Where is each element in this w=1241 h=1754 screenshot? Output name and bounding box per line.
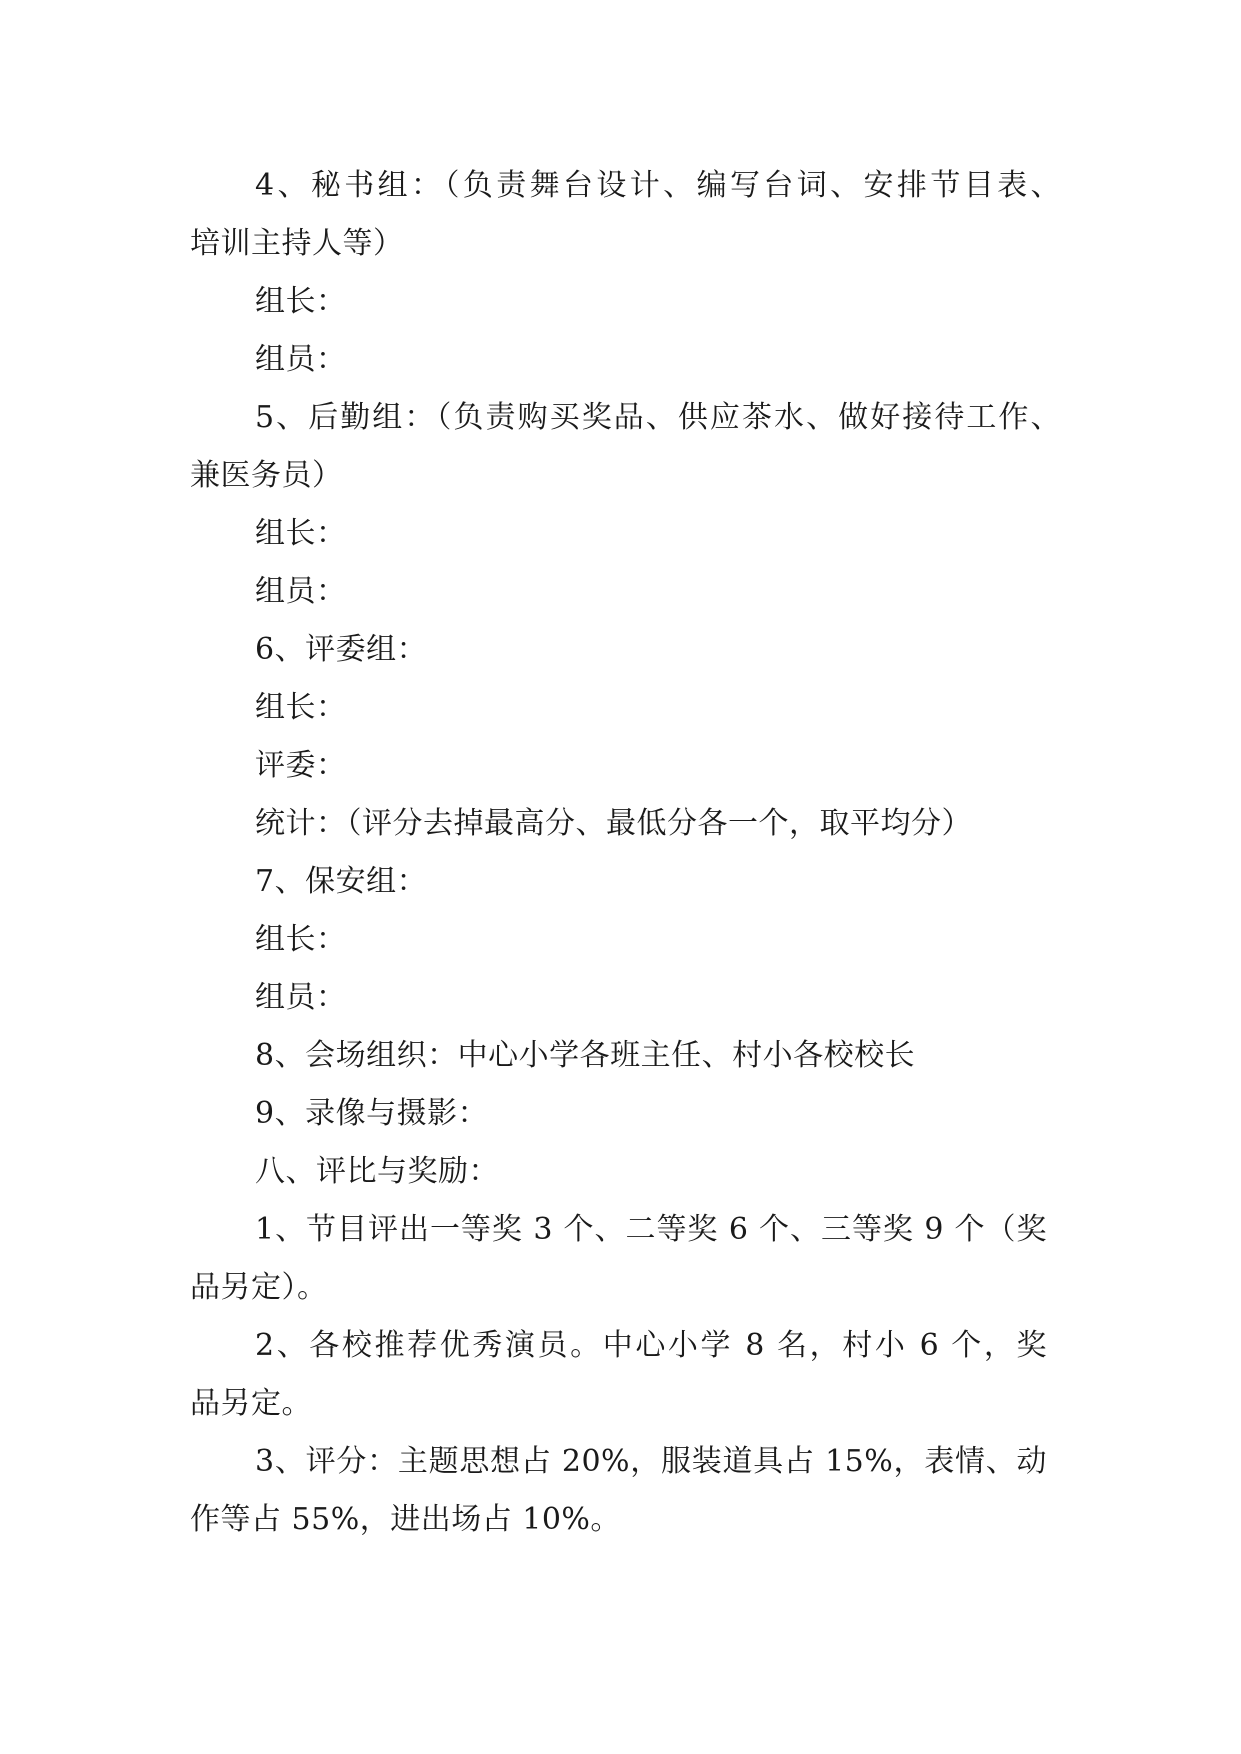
judges-judge-label: 评委：: [255, 748, 347, 783]
awards-item-3-cont: 作等占 55%，进出场占 10%。: [190, 1502, 621, 1537]
section-secretary-heading-cont: 培训主持人等）: [190, 226, 404, 261]
logistics-leader-label: 组长：: [255, 516, 347, 551]
section-judges-heading: 6、评委组：: [255, 632, 428, 667]
judges-statistics-text: 统计：（评分去掉最高分、最低分各一个，取平均分）: [255, 806, 972, 841]
section-awards-heading: 八、评比与奖励：: [255, 1154, 499, 1189]
logistics-member-label: 组员：: [255, 574, 347, 609]
awards-item-1-cont: 品另定）。: [190, 1270, 328, 1305]
secretary-member-label: 组员：: [255, 342, 347, 377]
awards-item-3: 3、评分：主题思想占 20%，服装道具占 15%，表情、动: [255, 1444, 1047, 1479]
section-security-heading: 7、保安组：: [255, 864, 428, 899]
section-secretary-heading: 4、秘书组：（负责舞台设计、编写台词、安排节目表、: [255, 168, 1061, 203]
section-logistics-heading: 5、后勤组：（负责购买奖品、供应茶水、做好接待工作、: [255, 400, 1061, 435]
section-video-heading: 9、录像与摄影：: [255, 1096, 489, 1131]
section-logistics-heading-cont: 兼医务员）: [190, 458, 343, 493]
secretary-leader-label: 组长：: [255, 284, 347, 319]
awards-item-2: 2、各校推荐优秀演员。中心小学 8 名，村小 6 个，奖: [255, 1328, 1047, 1363]
judges-leader-label: 组长：: [255, 690, 347, 725]
security-member-label: 组员：: [255, 980, 347, 1015]
security-leader-label: 组长：: [255, 922, 347, 957]
awards-item-1: 1、节目评出一等奖 3 个、二等奖 6 个、三等奖 9 个（奖: [255, 1212, 1047, 1247]
section-venue-heading: 8、会场组织：中心小学各班主任、村小各校校长: [255, 1038, 916, 1073]
awards-item-2-cont: 品另定。: [190, 1386, 312, 1421]
